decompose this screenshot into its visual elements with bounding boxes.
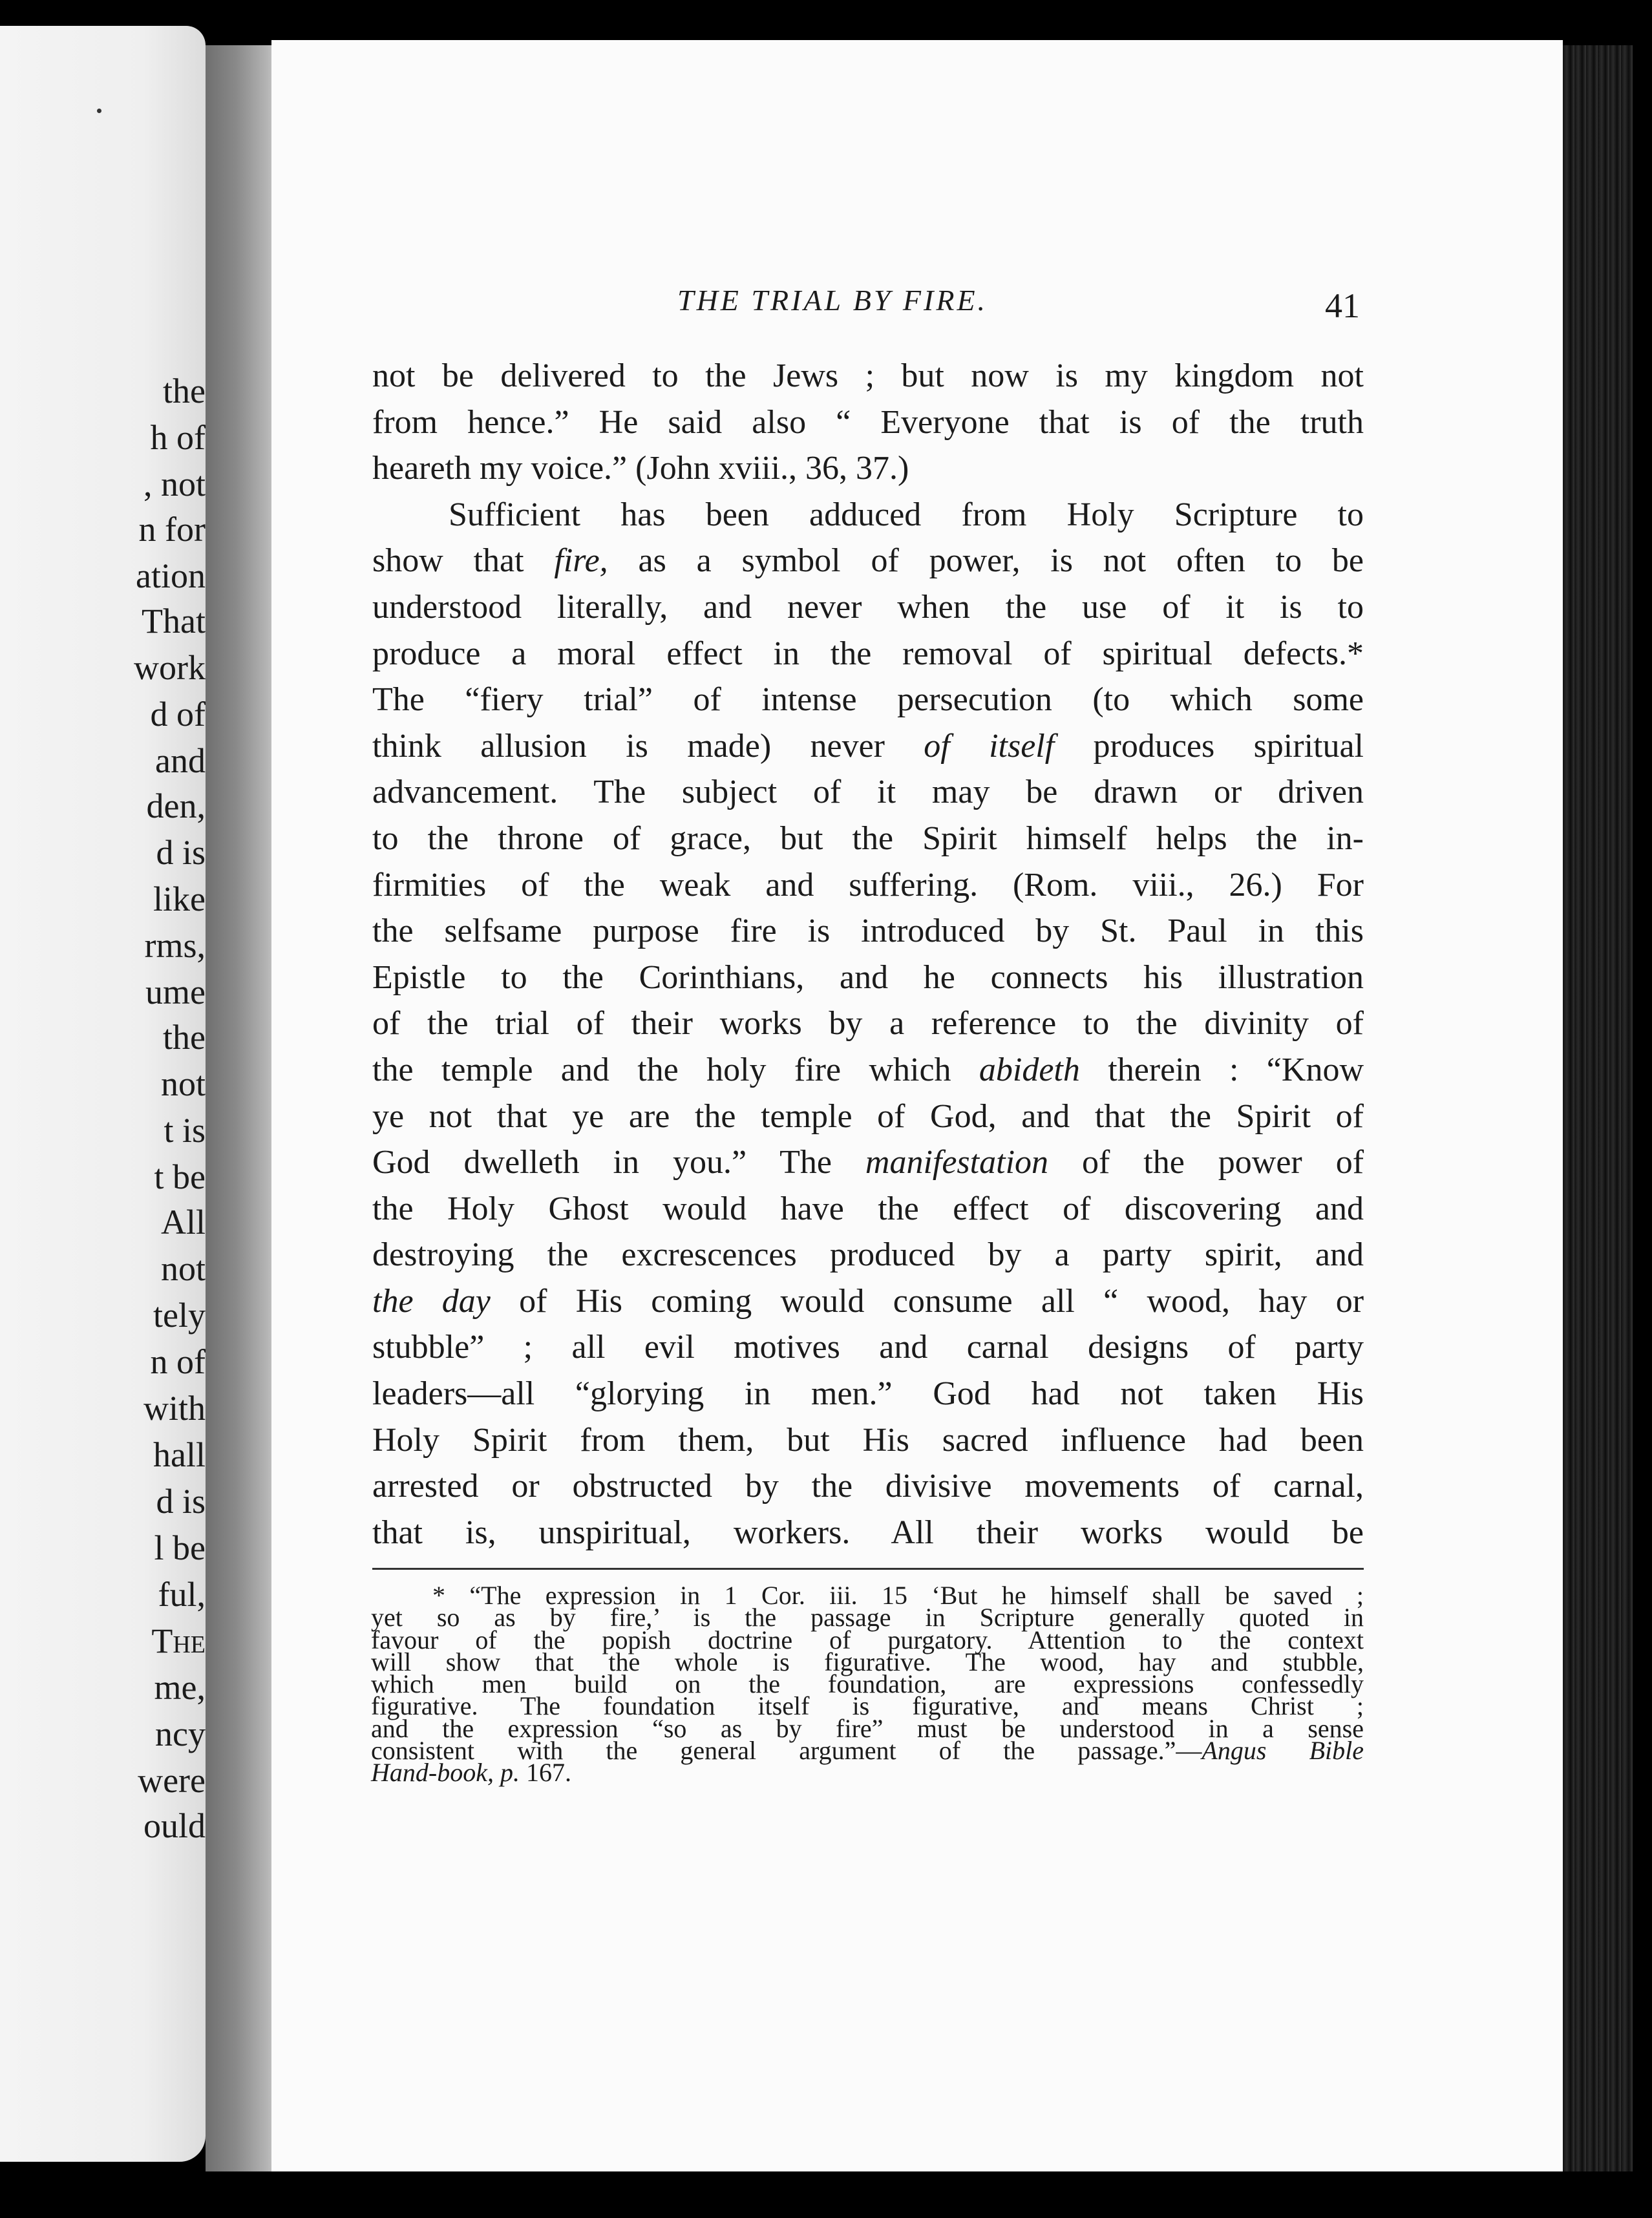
footnote-text-segment: favour of the popish doctrine of purgatory. Attention to the context (371, 1625, 1364, 1654)
left-page-line: rms, (144, 926, 206, 965)
footnote-text-segment: which men build on the foundation, are expressions confessedly (371, 1669, 1364, 1699)
body-text-segment: heareth my voice.” (John xviii., 36, 37.) (372, 450, 909, 487)
left-page-line: ncy (155, 1715, 206, 1753)
left-page-line: All (160, 1203, 206, 1241)
body-text-segment: arrested or obstructed by the divisive movements of carnal, (372, 1468, 1364, 1505)
footnote-line (371, 1581, 1364, 1610)
body-line (372, 538, 1364, 584)
body-text-segment: manifestation (865, 1144, 1049, 1181)
left-page-line: n of (150, 1342, 206, 1381)
left-page-line: The (151, 1621, 206, 1660)
left-page-line: and (155, 741, 206, 780)
body-text-segment: think allusion is made) never (372, 727, 924, 765)
left-page-line: n for (138, 510, 206, 549)
left-page-line: d of (150, 695, 206, 734)
body-line (372, 677, 1364, 723)
body-line (372, 492, 1364, 538)
footnote (371, 1581, 1364, 1788)
body-text-segment: of His coming would consume all “ wood, hay or (490, 1282, 1364, 1320)
footnote-text-segment: Angus Bible (1202, 1736, 1364, 1766)
body-text-segment: abideth (979, 1051, 1080, 1088)
footnote-text-segment: figurative. The foundation itself is figurative, and means Christ ; (371, 1691, 1364, 1721)
left-page-line: like (153, 880, 206, 918)
body-line (372, 1093, 1364, 1140)
body-text-segment: the day (372, 1282, 491, 1320)
left-page-line: work (134, 648, 206, 687)
left-page-line: the (163, 1018, 206, 1057)
left-page-line: ume (145, 973, 206, 1011)
body-text-segment: the selfsame purpose fire is introduced by St. Paul in this (372, 913, 1364, 950)
body-text-segment: to the throne of grace, but the Spirit himself helps the in- (372, 819, 1364, 857)
body-line (372, 584, 1364, 631)
body-text-segment: understood literally, and never when the use of it is to (372, 588, 1364, 626)
body-text-segment: therein : “Know (1079, 1051, 1364, 1088)
footnote-rule (372, 1568, 1364, 1570)
body-text-segment: ye not that ye are the temple of God, and that the Spirit of (372, 1097, 1364, 1135)
footnote-text-segment: * “The expression in 1 Cor. iii. 15 ‘But he himself shall be saved ; (432, 1581, 1364, 1610)
body-text-segment: of itself (924, 727, 1055, 765)
left-page-line: d is (156, 833, 206, 872)
body-text-segment: of the trial of their works by a reference to the divinity of (372, 1005, 1364, 1042)
body-text-segment: God dwelleth in you.” The (372, 1144, 865, 1181)
body-line (372, 862, 1364, 909)
body-text-segment: destroying the excrescences produced by a party spirit, and (372, 1236, 1364, 1274)
body-line (372, 1232, 1364, 1278)
left-page-line: h of (150, 418, 206, 457)
left-page-line: den, (146, 787, 206, 825)
body-line (372, 1139, 1364, 1186)
footnote-line (371, 1713, 1364, 1743)
page-edges (1563, 45, 1633, 2171)
body-line (372, 1324, 1364, 1371)
left-page-line: not (160, 1064, 206, 1103)
body-text-segment: the temple and the holy fire which (372, 1051, 979, 1088)
body-text-segment: not be delivered to the Jews ; but now is my kingdom not (372, 357, 1364, 394)
footnote-text-segment: consistent with the general argument of the passage.”— (371, 1736, 1202, 1766)
body-line (372, 1463, 1364, 1510)
body-line (372, 399, 1364, 446)
body-text-segment: Sufficient has been adduced from Holy Scripture to (449, 496, 1364, 533)
body-line (372, 445, 1364, 492)
body-text-segment: the Holy Ghost would have the effect of discovering and (372, 1190, 1364, 1227)
body-line (372, 769, 1364, 816)
body-text (372, 353, 1364, 1556)
footnote-text-segment: Hand-book, p. (371, 1758, 520, 1788)
ink-speck (97, 109, 101, 113)
body-text-segment: firmities of the weak and suffering. (Rom. viii., 26.) For (372, 866, 1364, 903)
body-line (372, 908, 1364, 955)
footnote-line (371, 1647, 1364, 1676)
footnote-line (371, 1669, 1364, 1699)
left-page-line: were (138, 1761, 206, 1800)
left-page-line: with (143, 1389, 206, 1428)
left-page-line: l be (154, 1528, 206, 1567)
body-text-segment: produces spiritual (1054, 727, 1364, 765)
body-text-segment: show that (372, 542, 555, 580)
body-text-segment: fire, (554, 542, 608, 580)
left-page-line: me, (154, 1668, 206, 1707)
body-line (372, 631, 1364, 677)
body-text-segment: The “fiery trial” of intense persecution (to which some (372, 681, 1364, 719)
footnote-line (371, 1736, 1364, 1766)
footnote-line (371, 1625, 1364, 1654)
body-line (372, 723, 1364, 770)
left-page-line: ful, (158, 1575, 206, 1614)
left-facing-page (0, 26, 206, 2162)
body-text-segment: Epistle to the Corinthians, and he connects his illustration (372, 958, 1364, 996)
footnote-line (371, 1603, 1364, 1632)
footnote-text-segment: 167. (519, 1758, 571, 1788)
left-page-line: d is (156, 1482, 206, 1521)
footnote-text-segment: and the expression “so as by fire” must be understood in a sense (371, 1713, 1364, 1743)
scan-border (0, 2171, 1652, 2218)
left-page-line: ould (143, 1806, 206, 1845)
body-line (372, 1047, 1364, 1093)
left-page-line: hall (153, 1435, 206, 1474)
page-number: 41 (1325, 286, 1360, 325)
body-line (372, 1510, 1364, 1556)
body-text-segment: advancement. The subject of it may be drawn or driven (372, 774, 1364, 811)
running-head: THE TRIAL BY FIRE. (677, 284, 988, 317)
body-line (372, 1371, 1364, 1417)
left-page-line: not (160, 1249, 206, 1288)
body-text-segment: of the power of (1048, 1144, 1364, 1181)
body-text-segment: Holy Spirit from them, but His sacred influence had been (372, 1421, 1364, 1459)
body-line (372, 1417, 1364, 1464)
left-page-line: the (163, 372, 206, 410)
body-line (372, 816, 1364, 862)
body-line (372, 1186, 1364, 1232)
left-page-line: ation (136, 556, 206, 595)
footnote-text-segment: yet so as by fire,’ is the passage in Scripture generally quoted in (371, 1603, 1364, 1632)
left-page-line: t is (164, 1111, 206, 1150)
body-text-segment: stubble” ; all evil motives and carnal designs of party (372, 1329, 1364, 1366)
left-page-line: That (142, 602, 206, 640)
left-page-line: tely (153, 1296, 206, 1335)
body-line (372, 955, 1364, 1001)
footnote-line (371, 1691, 1364, 1721)
body-text-segment: that is, unspiritual, workers. All their works would be (372, 1514, 1364, 1551)
body-text-segment: as a symbol of power, is not often to be (608, 542, 1364, 580)
footnote-text-segment: will show that the whole is figurative. The wood, hay and stubble, (371, 1647, 1364, 1676)
body-line (372, 353, 1364, 399)
body-line (372, 1278, 1364, 1325)
body-line (372, 1000, 1364, 1047)
left-page-line: , not (143, 465, 206, 503)
body-text-segment: produce a moral effect in the removal of spiritual defects.* (372, 635, 1364, 672)
left-page-line: t be (154, 1157, 206, 1196)
body-text-segment: leaders—all “glorying in men.” God had not taken His (372, 1375, 1364, 1413)
body-text-segment: from hence.” He said also “ Everyone that is of the truth (372, 403, 1364, 441)
